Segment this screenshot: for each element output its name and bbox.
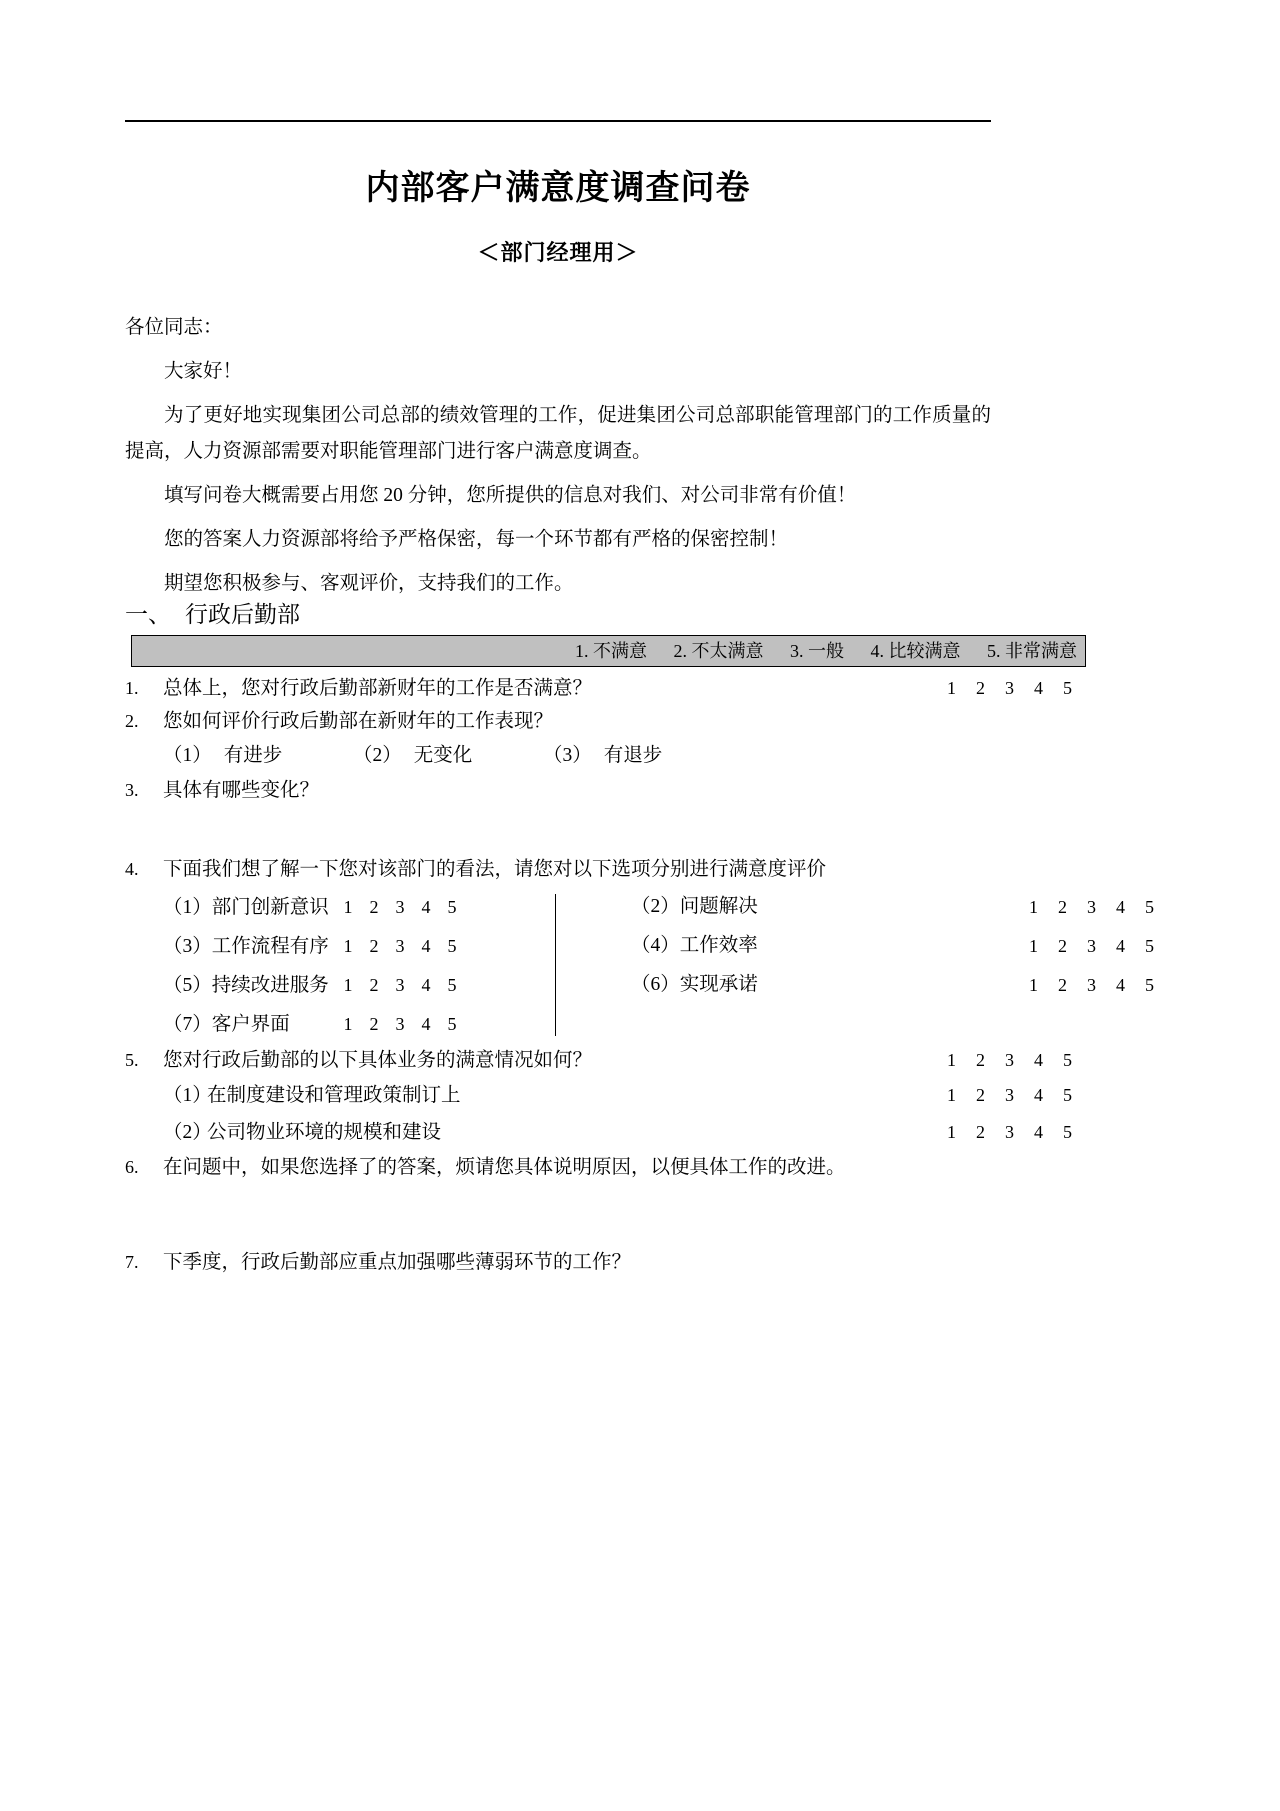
question-number-7: 7. bbox=[125, 1252, 139, 1272]
q4-matrix-row-2 bbox=[163, 927, 1154, 966]
rating-option-4[interactable]: 4 bbox=[1034, 1122, 1043, 1142]
q4-item-6[interactable] bbox=[573, 966, 1011, 1005]
rating-option-3[interactable]: 3 bbox=[395, 936, 405, 956]
q4-item-1-label bbox=[163, 889, 335, 927]
rating-option-3[interactable]: 3 bbox=[1005, 678, 1014, 698]
q2-option-2-label: 无变化 bbox=[413, 745, 473, 766]
rating-option-1[interactable]: 1 bbox=[343, 936, 353, 956]
q2-option-2-paren: （2） bbox=[353, 745, 402, 766]
rating-option-2[interactable]: 2 bbox=[369, 936, 379, 956]
rating-option-1[interactable]: 1 bbox=[1029, 897, 1038, 917]
rating-option-5[interactable]: 5 bbox=[1145, 897, 1154, 917]
question-text-7: 下季度，行政后勤部应重点加强哪些薄弱环节的工作？ bbox=[163, 1252, 632, 1273]
scale-option-3: 3. 一般 bbox=[790, 641, 844, 661]
rating-option-1[interactable]: 1 bbox=[343, 1014, 353, 1034]
rating-option-5[interactable]: 5 bbox=[1145, 975, 1154, 995]
rating-option-5[interactable]: 5 bbox=[447, 897, 457, 917]
scale-option-4: 4. 比较满意 bbox=[870, 641, 961, 661]
rating-option-1[interactable]: 1 bbox=[947, 1122, 956, 1142]
rating-option-5[interactable]: 5 bbox=[1063, 678, 1072, 698]
section-heading bbox=[125, 596, 300, 629]
rating-option-2[interactable]: 2 bbox=[976, 1050, 985, 1070]
q4-item-7-label bbox=[163, 1006, 335, 1044]
rating-option-3[interactable]: 3 bbox=[395, 975, 405, 995]
q4-item-6-label bbox=[631, 966, 801, 1004]
question-text-3: 具体有哪些变化？ bbox=[163, 780, 320, 801]
rating-option-5[interactable]: 5 bbox=[1145, 936, 1154, 956]
rating-option-1[interactable]: 1 bbox=[1029, 936, 1038, 956]
rating-scale-q5-2[interactable] bbox=[929, 1114, 1085, 1150]
question-row-6 bbox=[125, 1151, 1085, 1184]
rating-option-3[interactable]: 3 bbox=[1005, 1050, 1014, 1070]
q4-item-4[interactable] bbox=[573, 927, 1011, 966]
rating-option-1[interactable]: 1 bbox=[947, 1050, 956, 1070]
q4-matrix-row-3 bbox=[163, 966, 1154, 1005]
q4-item-1-rating[interactable] bbox=[335, 888, 465, 926]
q4-item-6-text: 实现承诺 bbox=[679, 974, 758, 995]
q4-item-2[interactable] bbox=[573, 888, 1011, 927]
rating-option-3[interactable]: 3 bbox=[1087, 975, 1096, 995]
rating-option-5[interactable]: 5 bbox=[447, 975, 457, 995]
rating-option-1[interactable]: 1 bbox=[947, 678, 956, 698]
question-2-options bbox=[125, 738, 1085, 774]
rating-option-2[interactable]: 2 bbox=[1058, 975, 1067, 995]
rating-option-1[interactable]: 1 bbox=[343, 975, 353, 995]
rating-option-4[interactable]: 4 bbox=[421, 897, 431, 917]
q4-item-5-label bbox=[163, 967, 335, 1005]
q4-item-3-label bbox=[163, 928, 335, 966]
q4-item-4-rating[interactable] bbox=[1011, 927, 1167, 966]
rating-option-3[interactable]: 3 bbox=[395, 897, 405, 917]
q4-item-1-paren: （1） bbox=[163, 897, 212, 918]
q4-item-1-text: 部门创新意识 bbox=[211, 897, 329, 918]
question-number-4: 4. bbox=[125, 859, 139, 879]
rating-option-1[interactable]: 1 bbox=[343, 897, 353, 917]
header-rule bbox=[125, 120, 991, 122]
page-subtitle: ＜部门经理用＞ bbox=[477, 240, 639, 265]
q5-subitem-1-label: 在制度建设和管理政策制订上 bbox=[207, 1085, 461, 1106]
question-number-1: 1. bbox=[125, 678, 139, 698]
rating-option-3[interactable]: 3 bbox=[395, 1014, 405, 1034]
question-number-6: 6. bbox=[125, 1157, 139, 1177]
q2-option-3[interactable] bbox=[543, 738, 733, 774]
q4-matrix-row-1 bbox=[163, 888, 1154, 927]
intro-paragraph-2: 填写问卷大概需要占用您 20 分钟，您所提供的信息对我们、对公司非常有价值！ bbox=[164, 485, 857, 506]
q2-option-1-label: 有进步 bbox=[223, 745, 283, 766]
column-divider bbox=[555, 894, 556, 1036]
q4-item-4-text: 工作效率 bbox=[679, 935, 758, 956]
rating-option-4[interactable]: 4 bbox=[1116, 975, 1125, 995]
rating-scale-q5[interactable] bbox=[929, 1044, 1085, 1076]
rating-option-4[interactable]: 4 bbox=[421, 1014, 431, 1034]
q4-item-3-text: 工作流程有序 bbox=[211, 936, 329, 957]
rating-option-1[interactable]: 1 bbox=[947, 1085, 956, 1105]
rating-option-2[interactable]: 2 bbox=[976, 1085, 985, 1105]
q5-subitem-2-label: 公司物业环境的规模和建设 bbox=[207, 1122, 442, 1143]
rating-option-5[interactable]: 5 bbox=[1063, 1050, 1072, 1070]
question-text-2: 您如何评价行政后勤部在新财年的工作表现？ bbox=[163, 711, 554, 732]
q4-matrix-row-4 bbox=[163, 1005, 1085, 1044]
introduction-block bbox=[125, 310, 991, 610]
q4-item-5-rating[interactable] bbox=[335, 966, 465, 1004]
q5-subitem-1 bbox=[125, 1077, 1085, 1114]
rating-option-5[interactable]: 5 bbox=[1063, 1122, 1072, 1142]
q2-option-3-label: 有退步 bbox=[603, 745, 663, 766]
rating-scale-q1[interactable] bbox=[929, 672, 1085, 704]
question-text-1: 总体上，您对行政后勤部新财年的工作是否满意？ bbox=[163, 678, 593, 699]
rating-scale-legend bbox=[131, 635, 1086, 667]
q4-item-5-paren: （5） bbox=[163, 975, 212, 996]
q4-item-7-rating[interactable] bbox=[335, 1005, 465, 1043]
question-row-1 bbox=[125, 672, 1085, 705]
q4-item-7-text: 客户界面 bbox=[211, 1014, 290, 1035]
question-row-2 bbox=[125, 705, 1085, 738]
question-text-6: 在问题中，如果您选择了的答案，烦请您具体说明原因，以便具体工作的改进。 bbox=[163, 1157, 846, 1178]
question-row-4 bbox=[125, 853, 1085, 886]
rating-option-4[interactable]: 4 bbox=[1116, 936, 1125, 956]
question-number-2: 2. bbox=[125, 711, 139, 731]
intro-salutation: 各位同志： bbox=[125, 317, 223, 338]
rating-option-3[interactable]: 3 bbox=[1087, 897, 1096, 917]
q4-item-3[interactable] bbox=[163, 927, 573, 966]
q4-item-3-paren: （3） bbox=[163, 936, 212, 957]
rating-option-4[interactable]: 4 bbox=[1034, 1085, 1043, 1105]
question-number-3: 3. bbox=[125, 780, 139, 800]
q4-item-7[interactable] bbox=[163, 1005, 573, 1044]
question-row-7 bbox=[125, 1246, 1085, 1279]
rating-option-2[interactable]: 2 bbox=[976, 1122, 985, 1142]
q4-item-6-paren: （6） bbox=[631, 974, 680, 995]
rating-option-2[interactable]: 2 bbox=[369, 1014, 379, 1034]
question-text-5: 您对行政后勤部的以下具体业务的满意情况如何？ bbox=[163, 1050, 593, 1071]
question-number-5: 5. bbox=[125, 1050, 139, 1070]
question-list bbox=[125, 672, 1154, 1279]
q5-subitem-1-paren: （1） bbox=[163, 1085, 212, 1106]
page-title: 内部客户满意度调查问卷 bbox=[365, 169, 751, 207]
q4-item-4-label bbox=[631, 927, 801, 965]
q4-item-6-rating[interactable] bbox=[1011, 966, 1167, 1005]
rating-option-4[interactable]: 4 bbox=[1116, 897, 1125, 917]
section-name: 行政后勤部 bbox=[185, 602, 300, 627]
answer-space-q6 bbox=[125, 1184, 1085, 1246]
q4-item-2-rating[interactable] bbox=[1011, 888, 1167, 927]
intro-greeting: 大家好！ bbox=[164, 361, 243, 382]
rating-option-3[interactable]: 3 bbox=[1005, 1085, 1014, 1105]
rating-option-2[interactable]: 2 bbox=[1058, 936, 1067, 956]
intro-paragraph-3: 您的答案人力资源部将给予严格保密，每一个环节都有严格的保密控制！ bbox=[164, 529, 789, 550]
rating-option-3[interactable]: 3 bbox=[1005, 1122, 1014, 1142]
rating-option-4[interactable]: 4 bbox=[1034, 678, 1043, 698]
q4-item-4-paren: （4） bbox=[631, 935, 680, 956]
q2-option-2[interactable] bbox=[353, 738, 543, 774]
rating-option-3[interactable]: 3 bbox=[1087, 936, 1096, 956]
scale-option-2: 2. 不太满意 bbox=[673, 641, 764, 661]
scale-option-1: 1. 不满意 bbox=[575, 641, 647, 661]
q4-item-2-label bbox=[631, 888, 801, 926]
q5-subitem-2 bbox=[125, 1114, 1085, 1151]
rating-option-4[interactable]: 4 bbox=[421, 975, 431, 995]
question-4-matrix bbox=[125, 888, 1154, 1044]
q4-item-5[interactable] bbox=[163, 966, 573, 1005]
rating-option-1[interactable]: 1 bbox=[1029, 975, 1038, 995]
answer-space-q3 bbox=[125, 807, 1085, 853]
q4-item-2-paren: （2） bbox=[631, 896, 680, 917]
scale-option-5: 5. 非常满意 bbox=[987, 641, 1077, 661]
q2-option-1-paren: （1） bbox=[163, 745, 212, 766]
rating-option-2[interactable]: 2 bbox=[369, 897, 379, 917]
rating-option-4[interactable]: 4 bbox=[421, 936, 431, 956]
q4-item-5-text: 持续改进服务 bbox=[211, 975, 329, 996]
rating-option-5[interactable]: 5 bbox=[447, 936, 457, 956]
q4-item-7-paren: （7） bbox=[163, 1014, 212, 1035]
question-text-4: 下面我们想了解一下您对该部门的看法，请您对以下选项分别进行满意度评价 bbox=[163, 859, 827, 880]
intro-paragraph-1: 为了更好地实现集团公司总部的绩效管理的工作，促进集团公司总部职能管理部门的工作质量的提高，人力资源部需要对职能管理部门进行客户满意度调查。 bbox=[125, 405, 991, 462]
q2-option-1[interactable] bbox=[163, 738, 353, 774]
q4-item-2-text: 问题解决 bbox=[679, 896, 758, 917]
rating-option-2[interactable]: 2 bbox=[976, 678, 985, 698]
rating-scale-q5-1[interactable] bbox=[929, 1077, 1085, 1113]
question-row-5 bbox=[125, 1044, 1085, 1077]
intro-paragraph-4: 期望您积极参与、客观评价，支持我们的工作。 bbox=[164, 573, 574, 594]
rating-option-5[interactable]: 5 bbox=[1063, 1085, 1072, 1105]
q2-option-3-paren: （3） bbox=[543, 745, 592, 766]
q4-item-3-rating[interactable] bbox=[335, 927, 465, 965]
rating-option-2[interactable]: 2 bbox=[369, 975, 379, 995]
question-row-3 bbox=[125, 774, 1085, 807]
rating-option-5[interactable]: 5 bbox=[447, 1014, 457, 1034]
section-number: 一、 bbox=[125, 602, 171, 627]
rating-option-2[interactable]: 2 bbox=[1058, 897, 1067, 917]
q4-item-1[interactable] bbox=[163, 888, 573, 927]
rating-option-4[interactable]: 4 bbox=[1034, 1050, 1043, 1070]
q5-subitem-2-paren: （2） bbox=[163, 1122, 212, 1143]
